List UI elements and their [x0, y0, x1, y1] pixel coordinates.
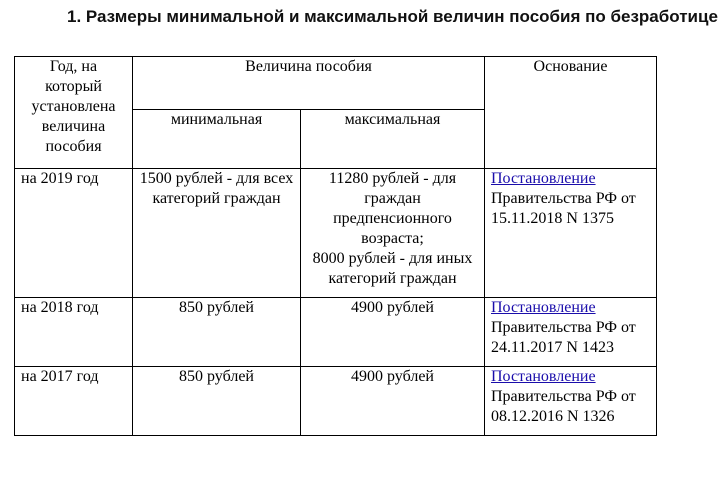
basis-text: Правительства РФ от 24.11.2017 N 1423: [491, 319, 636, 356]
header-year: Год, на который установлена величина пособия: [15, 57, 133, 169]
header-max: максимальная: [301, 110, 485, 169]
cell-max: [301, 169, 485, 298]
basis-text: Правительства РФ от 15.11.2018 N 1375: [491, 190, 636, 227]
cell-min: 1500 рублей - для всех категорий граждан: [133, 169, 301, 298]
cell-basis: [485, 169, 657, 298]
table-row: [15, 367, 657, 436]
cell-max-line1: 4900 рублей: [351, 368, 434, 385]
cell-max: [301, 367, 485, 436]
cell-basis: [485, 367, 657, 436]
resolution-link[interactable]: Постановление: [491, 299, 596, 316]
table-header-row: [15, 57, 657, 110]
cell-max-line1: 4900 рублей: [351, 299, 434, 316]
table-row: [15, 298, 657, 367]
cell-year: на 2019 год: [15, 169, 133, 298]
header-min: минимальная: [133, 110, 301, 169]
cell-year: на 2018 год: [15, 298, 133, 367]
basis-text: Правительства РФ от 08.12.2016 N 1326: [491, 388, 636, 425]
resolution-link[interactable]: Постановление: [491, 368, 596, 385]
page-heading: 1. Размеры минимальной и максимальной величин пособия по безработице: [67, 7, 718, 26]
cell-year: на 2017 год: [15, 367, 133, 436]
cell-max-line1: 11280 рублей - для граждан предпенсионного возраста;: [328, 170, 457, 247]
table-row: [15, 169, 657, 298]
cell-max-line2: 8000 рублей - для иных категорий граждан: [312, 250, 473, 287]
resolution-link[interactable]: Постановление: [491, 170, 596, 187]
cell-max: [301, 298, 485, 367]
cell-min: 850 рублей: [133, 367, 301, 436]
cell-basis: [485, 298, 657, 367]
benefits-table: [14, 56, 657, 436]
header-basis: Основание: [485, 57, 657, 169]
header-amount: Величина пособия: [133, 57, 485, 110]
cell-min: 850 рублей: [133, 298, 301, 367]
